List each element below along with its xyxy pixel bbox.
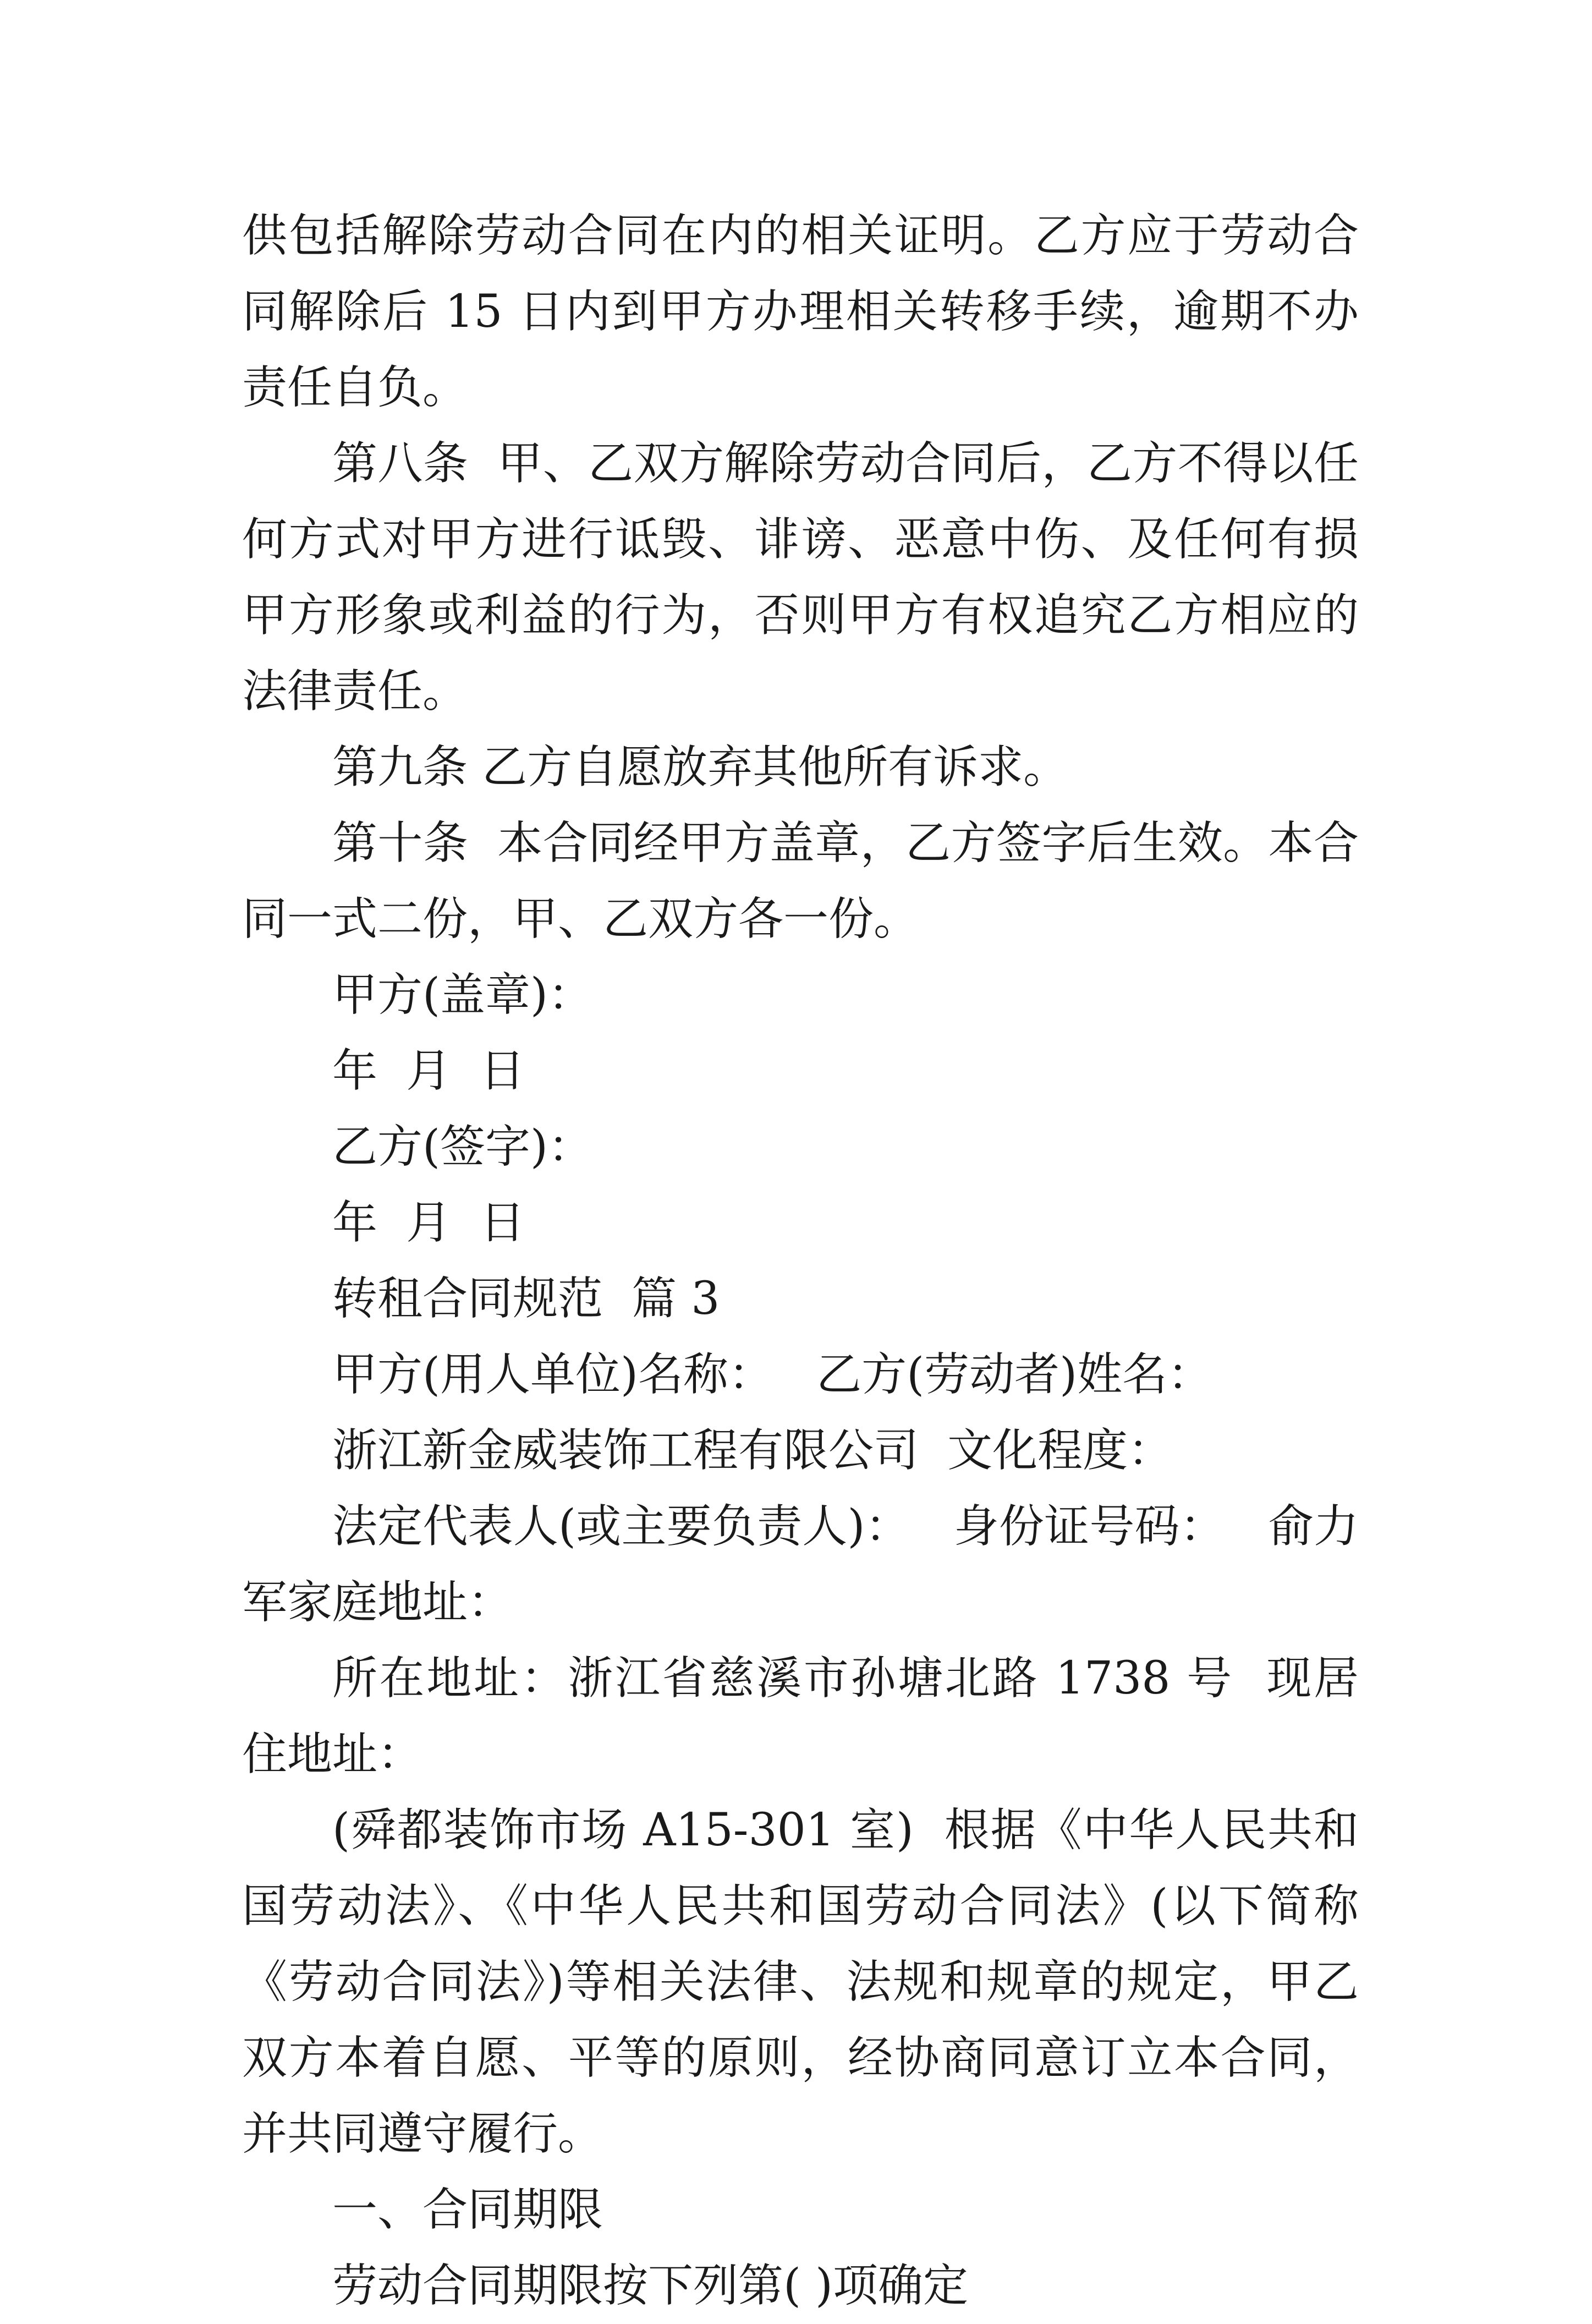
paragraph-article-9: 第九条 乙方自愿放弃其他所有诉求。 (332, 741, 1069, 793)
party-names-line: 甲方(用人单位)名称： 乙方(劳动者)姓名： (332, 1349, 1213, 1401)
paragraph-article-8: 第八条 甲、乙双方解除劳动合同后，乙方不得以任何方式对甲方进行诋毁、诽谤、恶意中伤、及任何有损甲方形象或利益的行为，否则甲方有权追究乙方相应的法律责任。 (242, 437, 1359, 717)
address-line: 所在地址：浙江省慈溪市孙塘北路 1738 号 现居住地址： (242, 1652, 1359, 1780)
party-a-date-line: 年 月 日 (332, 1045, 525, 1097)
company-name-line: 浙江新金威装饰工程有限公司 文化程度： (332, 1424, 1173, 1477)
document-body (242, 198, 1359, 2324)
contract-term-heading: 一、合同期限 (332, 2184, 603, 2236)
party-a-seal-line: 甲方(盖章)： (332, 969, 593, 1021)
section-heading: 转租合同规范 篇 3 (332, 1273, 720, 1325)
paragraph-legal-basis: (舜都装饰市场 A15-301 室) 根据《中华人民共和国劳动法》、《中华人民共和国劳动合同法》(以下简称《劳动合同法》)等相关法律、法规和规章的规定，甲乙双方本着自愿、平等的原则，经协商同意订立本合同，并共同遵守履行。 (242, 1804, 1359, 2160)
paragraph-article-10: 第十条 本合同经甲方盖章，乙方签字后生效。本合同一式二份，甲、乙双方各一份。 (242, 817, 1359, 945)
paragraph-proof-documents: 供包括解除劳动合同在内的相关证明。乙方应于劳动合同解除后 15 日内到甲方办理相关转移手续，逾期不办责任自负。 (242, 210, 1359, 414)
legal-representative-line: 法定代表人(或主要负责人)： 身份证号码： 俞力军家庭地址： (242, 1500, 1359, 1629)
party-b-date-line: 年 月 日 (332, 1197, 525, 1249)
contract-term-line: 劳动合同期限按下列第( )项确定 (332, 2260, 969, 2312)
party-b-signature-line: 乙方(签字)： (332, 1121, 593, 1173)
